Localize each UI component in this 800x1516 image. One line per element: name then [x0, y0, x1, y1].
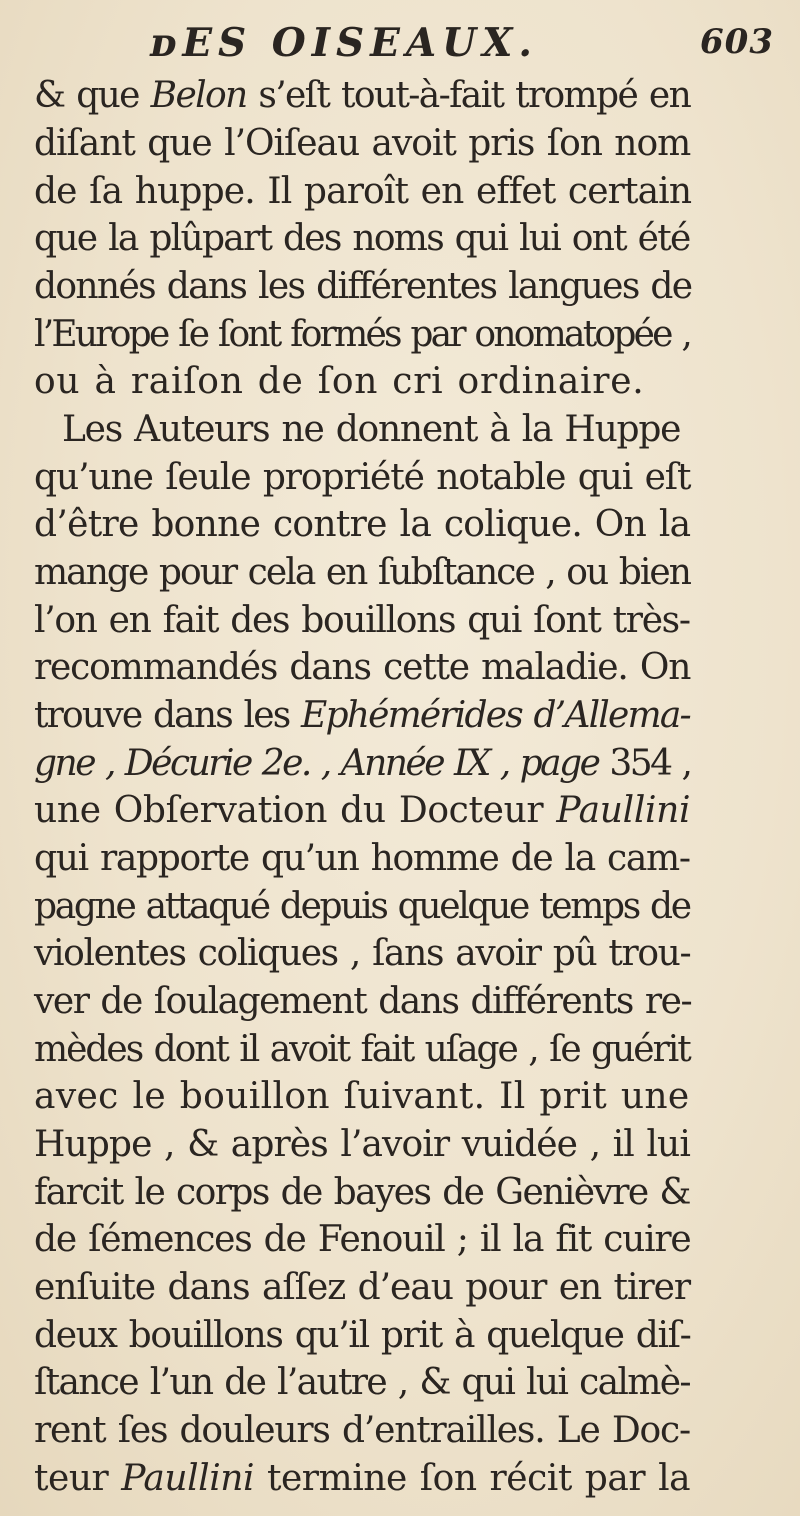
italic-run: Belon: [150, 75, 247, 116]
text-run: mange pour cela en ſubſtance , ou bien: [34, 552, 690, 593]
text-run: termine ſon récit par la: [254, 1458, 691, 1499]
text-line: [34, 740, 690, 788]
text-line: [34, 168, 691, 216]
text-run: mèdes dont il avoit fait uſage , ſe guérit: [34, 1029, 690, 1070]
text-run: donnés dans les différentes langues de: [34, 266, 692, 307]
text-run: d’être bonne contre la colique. On la: [34, 504, 691, 545]
text-line: [34, 1216, 690, 1264]
italic-run: Paullini: [121, 1458, 254, 1499]
text-run: pagne attaqué depuis quelque temps de: [34, 886, 690, 927]
text-line: [34, 501, 690, 549]
text-line: [34, 1169, 690, 1217]
text-run: diſant que l’Oiſeau avoit pris ſon nom: [34, 123, 691, 164]
text-run: de ſa huppe. Il paroît en effet certain: [34, 171, 692, 212]
text-run: rent ſes douleurs d’entrailles. Le Doc-: [34, 1410, 691, 1451]
text-line: [34, 1312, 691, 1360]
text-line: [34, 311, 690, 359]
text-line: [34, 835, 690, 883]
text-line: [34, 787, 690, 835]
text-run: s’eſt tout-à-fait trompé en: [246, 75, 691, 116]
text-run: qui rapporte qu’un homme de la cam-: [34, 838, 690, 879]
text-run: recommandés dans cette maladie. On: [34, 647, 691, 688]
text-run: Les Auteurs ne donnent à la Huppe: [62, 409, 681, 450]
text-line: [34, 883, 690, 931]
text-line: [34, 263, 691, 311]
text-run: avec le bouillon ſuivant. Il prit une: [34, 1076, 690, 1117]
text-line: [34, 72, 690, 120]
text-line: [34, 1264, 690, 1312]
text-run: teur: [34, 1458, 122, 1499]
text-run: violentes coliques , ſans avoir pû trou-: [34, 933, 691, 974]
text-run: de ſémences de Fenouil ; il la fit cuire: [34, 1219, 691, 1260]
text-line: [34, 692, 690, 740]
text-line: [34, 930, 690, 978]
text-line: [34, 454, 690, 502]
text-run: farcit le corps de bayes de Genièvre &: [34, 1172, 690, 1213]
text-line: [34, 1121, 690, 1169]
text-line: [34, 1026, 690, 1074]
text-line: [34, 644, 690, 692]
text-run: enſuite dans aſſez d’eau pour en tirer: [34, 1267, 691, 1308]
page-header: [0, 14, 800, 78]
italic-run: Ephémérides d’Allema-: [301, 695, 690, 736]
text-run: & que: [34, 75, 151, 116]
text-line: [34, 978, 691, 1026]
text-line: [34, 1455, 690, 1503]
text-line: [34, 120, 690, 168]
text-line: [62, 406, 680, 454]
text-line: [34, 1359, 690, 1407]
text-run: l’Europe ſe ſont formés par onomatopée ,: [34, 314, 691, 355]
text-line: [34, 1407, 690, 1455]
italic-run: Paullini: [556, 790, 691, 831]
text-run: Huppe , & après l’avoir vuidée , il lui: [34, 1124, 690, 1165]
text-run: qu’une ſeule propriété notable qui eſt: [34, 457, 691, 498]
text-line: [34, 215, 690, 263]
text-run: trouve dans les: [34, 695, 302, 736]
text-run: l’on en fait des bouillons qui ſont très-: [34, 600, 690, 641]
text-run: une Obſervation du Docteur: [34, 790, 557, 831]
page-number: 603: [700, 22, 774, 62]
italic-run: gne , Décurie 2e. , Année IX , page: [34, 743, 599, 784]
text-line: [34, 358, 644, 406]
text-run: ou à raiſon de ſon cri ordinaire.: [34, 361, 645, 402]
running-title: ᴅES OISEAUX.: [150, 20, 538, 66]
text-run: 354 ,: [598, 743, 691, 784]
text-run: ver de ſoulagement dans différents re-: [34, 981, 692, 1022]
text-line: [34, 1073, 690, 1121]
text-run: que la plûpart des noms qui lui ont été: [34, 218, 690, 259]
text-run: deux bouillons qu’il prit à quelque diſ-: [34, 1315, 691, 1356]
text-line: [34, 549, 690, 597]
text-line: [34, 597, 690, 645]
text-run: ſtance l’un de l’autre , & qui lui calmè-: [34, 1362, 690, 1403]
